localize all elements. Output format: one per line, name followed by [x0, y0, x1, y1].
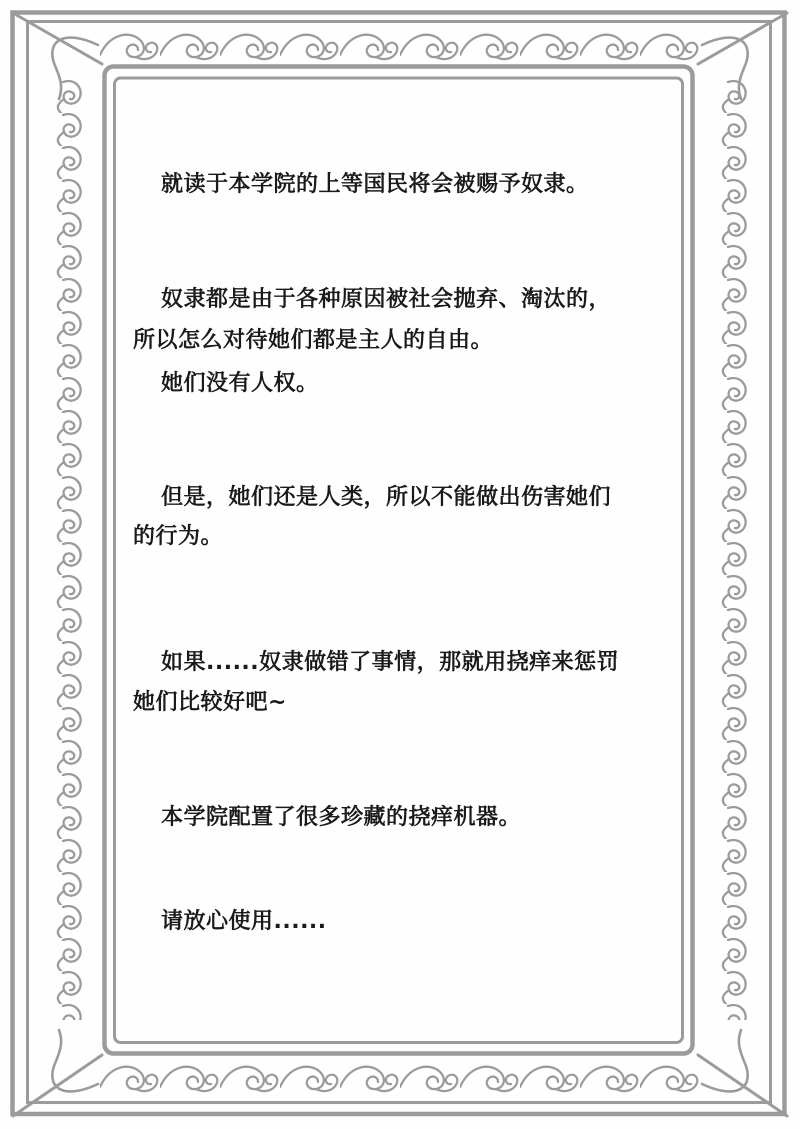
notice-line: 就读于本学院的上等国民将会被赐予奴隶。: [161, 172, 589, 197]
notice-line: 本学院配置了很多珍藏的挠痒机器。: [161, 805, 522, 830]
notice-line: 所以怎么对待她们都是主人的自由。: [133, 328, 494, 353]
scroll-band-right: [712, 80, 752, 1020]
notice-line: 的行为。: [133, 524, 224, 549]
notice-line: 奴隶都是由于各种原因被社会抛弃、淘汰的，: [161, 287, 612, 312]
notice-line: 如果......奴隶做错了事情，那就用挠痒来惩罚: [161, 650, 620, 675]
notice-line: 但是，她们还是人类，所以不能做出伤害她们: [161, 485, 612, 510]
notice-line: 请放心使用......: [161, 909, 327, 934]
notice-text: [133, 0, 668, 1129]
notice-line: 她们比较好吧~: [133, 690, 287, 715]
scroll-band-left: [47, 80, 87, 1020]
notice-line: 她们没有人权。: [161, 371, 319, 396]
